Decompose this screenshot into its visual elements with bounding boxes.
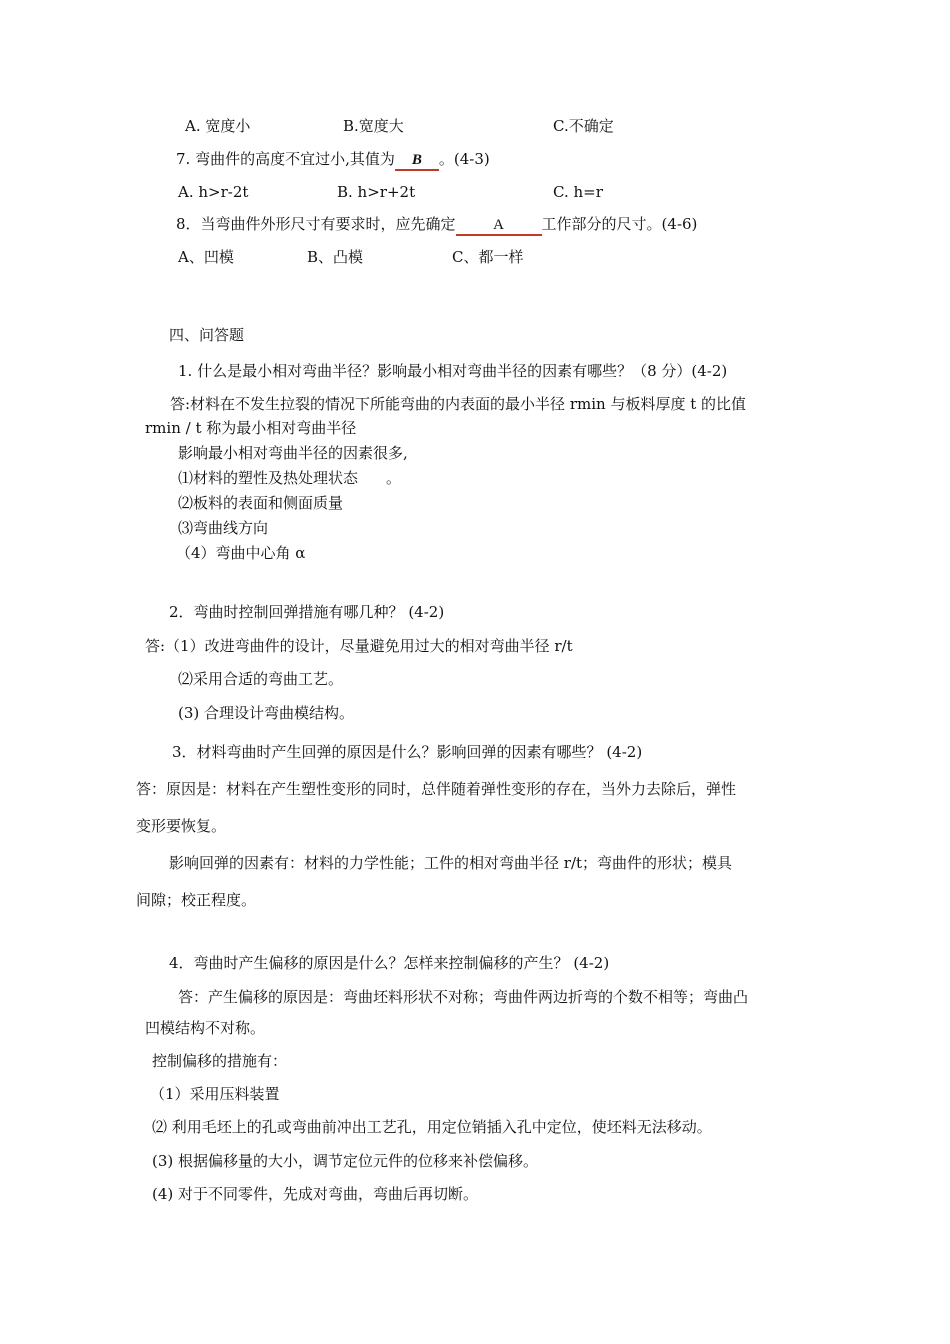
q7-answer-blank: B [395,151,439,171]
q8-suffix: 工作部分的尺寸。(4-6) [541,215,698,233]
q7-suffix: 。(4-3) [438,150,490,168]
q6-option-c: C.不确定 [553,117,614,135]
qa1-item1 [178,467,401,489]
q6-option-b: B.宽度大 [343,117,404,135]
qa4-measure4: (4) 对于不同零件，先成对弯曲，弯曲后再切断。 [152,1185,479,1203]
qa4-measure3: (3) 根据偏移量的大小，调节定位元件的位移来补偿偏移。 [152,1152,539,1170]
qa2-answer1: 答:（1）改进弯曲件的设计，尽量避免用过大的相对弯曲半径 r/t [145,637,573,655]
qa1-item4: （4）弯曲中心角 α [176,544,306,562]
q7-option-a: A. h>r-2t [178,183,249,201]
qa4-measure2: ⑵ 利用毛坯上的孔或弯曲前冲出工艺孔，用定位销插入孔中定位，使坯料无法移动。 [152,1118,712,1136]
qa3-factors-line2: 间隙；校正程度。 [136,891,257,909]
q8-option-a: A、凹模 [178,248,234,266]
q8-question [176,213,697,236]
q6-option-a: A. 宽度小 [185,117,251,135]
qa2-question: 2．弯曲时控制回弹措施有哪几种？ (4-2) [169,603,445,621]
q8-prefix: 8．当弯曲件外形尺寸有要求时，应先确定 [176,215,456,233]
qa4-answer-line1: 答：产生偏移的原因是：弯曲坯料形状不对称；弯曲件两边折弯的个数不相等；弯曲凸 [178,988,749,1006]
qa1-factors-intro: 影响最小相对弯曲半径的因素很多, [178,444,408,462]
qa4-question: 4．弯曲时产生偏移的原因是什么？怎样来控制偏移的产生？ (4-2) [169,954,610,972]
qa4-answer-line2: 凹模结构不对称。 [145,1019,266,1037]
q8-option-b: B、凸模 [307,248,364,266]
q8-answer-blank: A [456,216,542,236]
q7-question [176,148,490,171]
q8-option-c: C、都一样 [452,248,524,266]
qa1-item3: ⑶弯曲线方向 [178,519,269,537]
qa3-answer-line2: 变形要恢复。 [136,817,227,835]
q7-prefix: 7. 弯曲件的高度不宜过小,其值为 [176,150,395,168]
qa2-answer3: (3) 合理设计弯曲模结构。 [178,704,355,722]
qa4-measure1: （1）采用压料装置 [150,1085,280,1103]
section-heading: 四、问答题 [169,326,245,344]
qa1-answer-line2: rmin / t 称为最小相对弯曲半径 [145,419,357,437]
q7-option-c: C. h=r [553,183,603,201]
qa3-question: 3．材料弯曲时产生回弹的原因是什么？影响回弹的因素有哪些？ (4-2) [172,743,643,761]
qa1-answer-line1: 答:材料在不发生拉裂的情况下所能弯曲的内表面的最小半径 rmin 与板料厚度 t 的比值 [170,395,747,413]
qa1-item1-tail: 。 [386,469,402,487]
qa4-measures-intro: 控制偏移的措施有： [152,1052,288,1070]
qa1-item2: ⑵板料的表面和侧面质量 [178,494,344,512]
qa3-answer-line1: 答：原因是：材料在产生塑性变形的同时，总伴随着弹性变形的存在，当外力去除后，弹性 [136,780,737,798]
qa2-answer2: ⑵采用合适的弯曲工艺。 [178,670,344,688]
qa3-factors-line1: 影响回弹的因素有：材料的力学性能；工件的相对弯曲半径 r/t；弯曲件的形状；模具 [169,854,733,872]
qa1-item1-text: ⑴材料的塑性及热处理状态 [178,469,359,487]
qa1-question: 1. 什么是最小相对弯曲半径？影响最小相对弯曲半径的因素有哪些？（8 分）(4-2) [178,362,728,380]
q7-option-b: B. h>r+2t [337,183,416,201]
